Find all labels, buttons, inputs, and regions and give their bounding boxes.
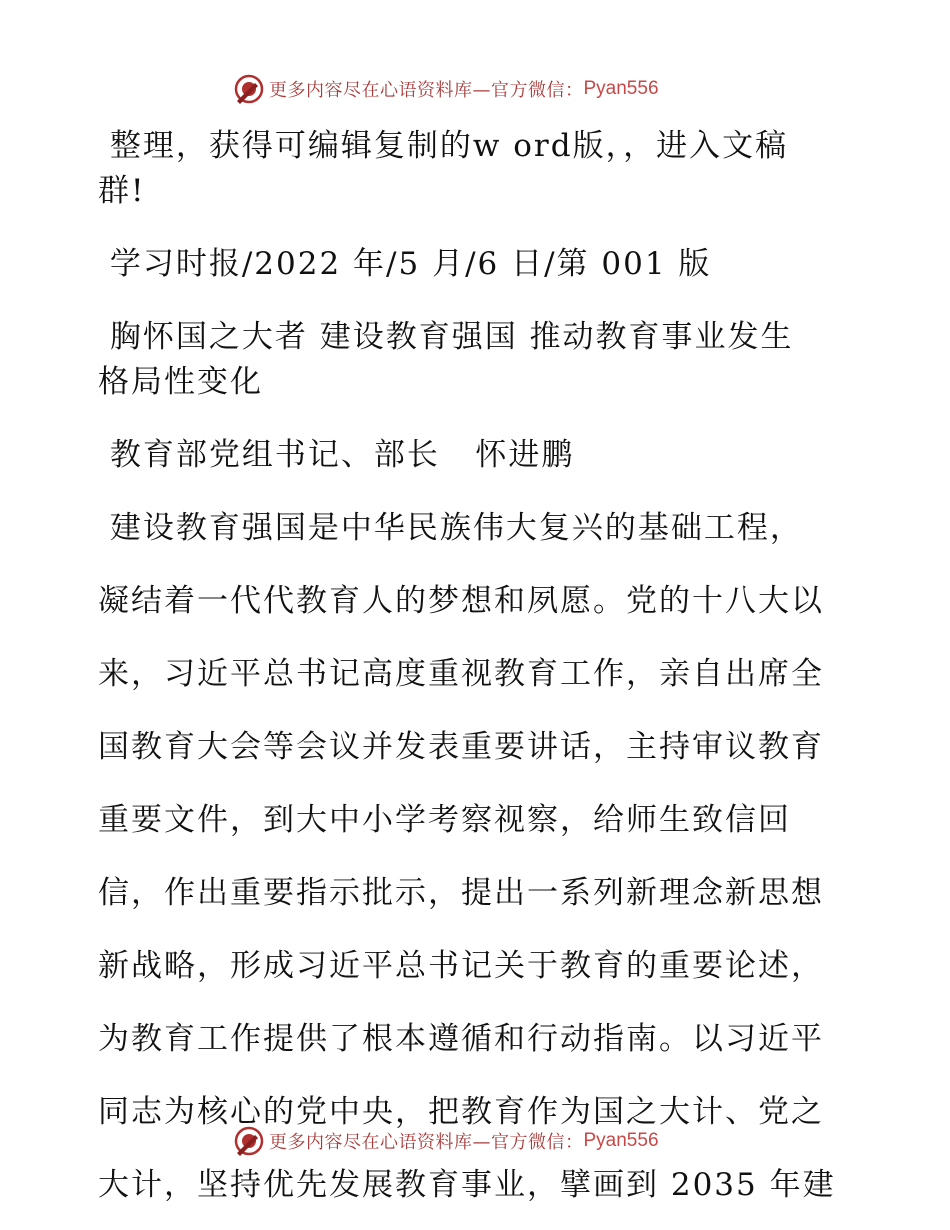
watermark-wechat-id: Pyan556 (583, 1130, 659, 1151)
watermark-text: 更多内容尽在心语资料库—官方微信： (269, 80, 584, 101)
text-line: 群! (98, 173, 146, 209)
paragraph-line: 凝结着一代代教育人的梦想和夙愿。党的十八大以 (98, 583, 824, 619)
paragraph-line: 信，作出重要指示批示，提出一系列新理念新思想 (98, 875, 824, 911)
text-line: 整理，获得可编辑复制的w ord版，，进入文稿 (98, 128, 789, 164)
article-title: 格局性变化 (98, 364, 263, 400)
watermark-footer (233, 1124, 659, 1158)
author-line: 教育部党组书记、部长 怀进鹏 (98, 437, 575, 473)
paragraph-line: 重要文件，到大中小学考察视察，给师生致信回 (98, 802, 791, 838)
document-body (98, 124, 854, 1208)
paragraph-line: 新战略，形成习近平总书记关于教育的重要论述， (98, 948, 824, 984)
article-title: 胸怀国之大者 建设教育强国 推动教育事业发生 (98, 319, 794, 355)
paragraph-line: 为教育工作提供了根本遵循和行动指南。以习近平 (98, 1021, 824, 1057)
source-line: 学习时报/2022 年/5 月/6 日/第 001 版 (98, 246, 712, 282)
watermark-text: 更多内容尽在心语资料库—官方微信： (269, 1132, 584, 1153)
paragraph-line: 来，习近平总书记高度重视教育工作，亲自出席全 (98, 656, 824, 692)
paragraph-line: 国教育大会等会议并发表重要讲话，主持审议教育 (98, 729, 824, 765)
paragraph-line: 建设教育强国是中华民族伟大复兴的基础工程， (98, 510, 803, 546)
watermark-wechat-id: Pyan556 (583, 78, 659, 99)
paragraph-line: 大计，坚持优先发展教育事业，擘画到 2035 年建 (98, 1167, 836, 1203)
pen-logo-icon (233, 1125, 265, 1157)
watermark-header (233, 72, 659, 106)
paragraph-line: 同志为核心的党中央，把教育作为国之大计、党之 (98, 1094, 824, 1130)
pen-logo-icon (233, 73, 265, 105)
